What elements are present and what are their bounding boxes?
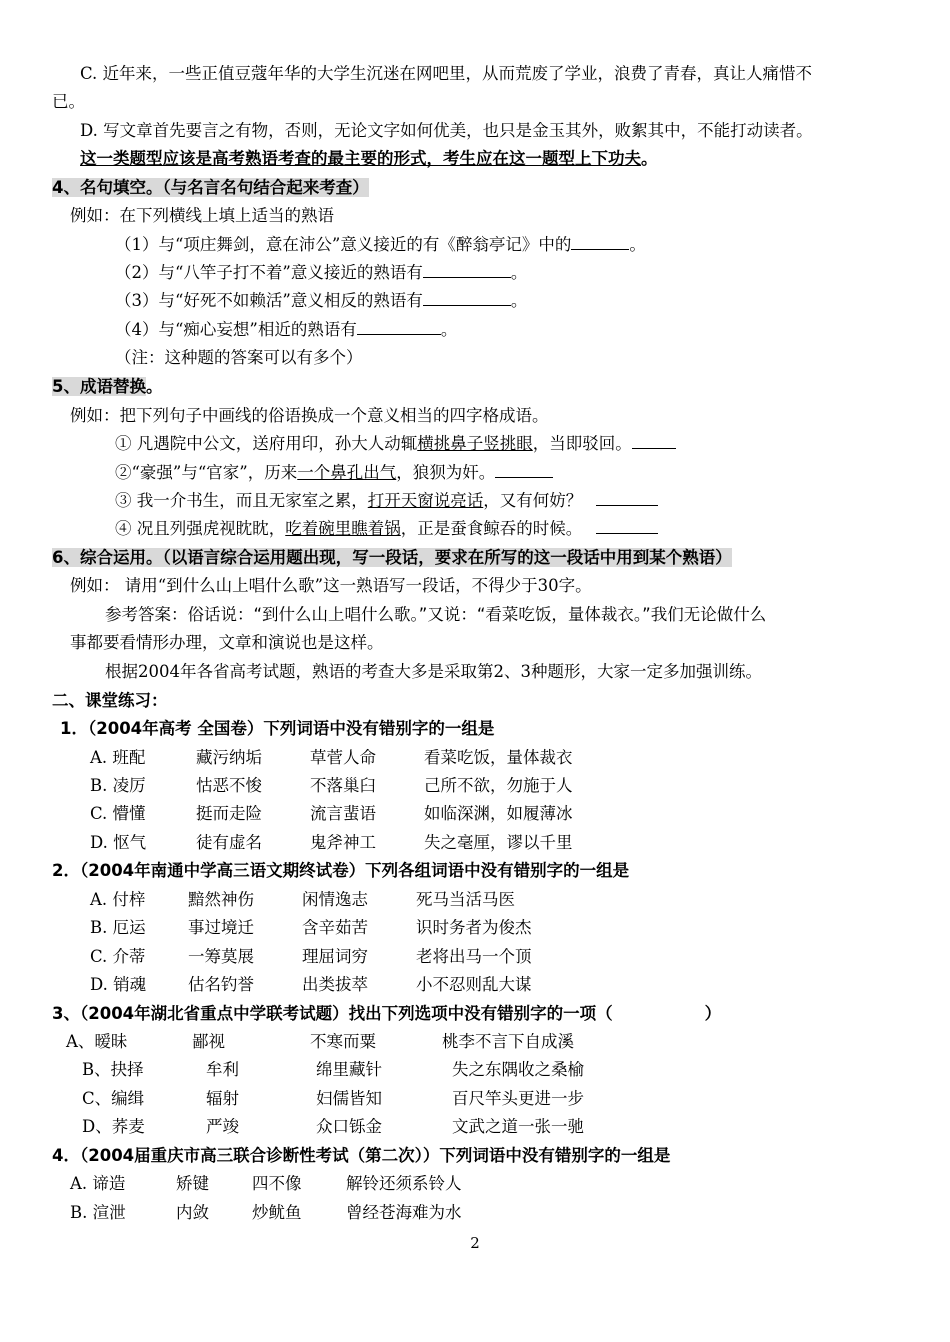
word-3: 鬼斧神工 bbox=[310, 833, 376, 852]
section-4-item-1 bbox=[115, 232, 646, 258]
word-2: 事过境迁 bbox=[188, 918, 254, 937]
word-4: 己所不欲，勿施于人 bbox=[424, 776, 573, 795]
question-2-title: 2．（2004年南通中学高三语文期终试卷）下列各组词语中没有错别字的一组是 bbox=[52, 861, 630, 880]
question-3-option-c bbox=[82, 1086, 584, 1112]
period: 。 bbox=[629, 235, 646, 254]
section-4-item-4 bbox=[115, 317, 457, 343]
part-2-heading: 二、课堂练习： bbox=[52, 691, 168, 710]
option-d: D. 写文章首先要言之有物，否则，无论文字如何优美，也只是金玉其外，败絮其中，不能打动读者。 bbox=[80, 121, 813, 140]
item-pre: ③ 我一介书生，而且无家室之累， bbox=[115, 491, 368, 510]
question-1-option-d bbox=[90, 830, 573, 856]
word-3: 炒鱿鱼 bbox=[252, 1203, 302, 1222]
option-c-line1: C. 近年来，一些正值豆蔻年华的大学生沉迷在网吧里，从而荒废了学业，浪费了青春，真让人痛惜不 bbox=[80, 64, 813, 83]
question-4-option-a bbox=[70, 1171, 462, 1197]
item-pre: ① 凡遇院中公文，送府用印，孙大人动辄 bbox=[115, 434, 418, 453]
section-4-example: 例如：在下列横线上填上适当的熟语 bbox=[70, 206, 334, 225]
word-1: A、暧昧 bbox=[66, 1032, 128, 1051]
item-post: ，正是蚕食鲸吞的时候。 bbox=[400, 519, 583, 538]
word-4: 小不忍则乱大谋 bbox=[416, 975, 532, 994]
word-1: C. 介蒂 bbox=[90, 947, 146, 966]
blank-line bbox=[423, 289, 511, 306]
blank-line bbox=[596, 489, 658, 506]
section-5-item-1 bbox=[115, 431, 676, 457]
word-4: 看菜吃饭，量体裁衣 bbox=[424, 748, 573, 767]
question-4-option-b bbox=[70, 1200, 462, 1226]
word-4: 文武之道一张一驰 bbox=[452, 1117, 584, 1136]
word-3: 众口铄金 bbox=[316, 1117, 382, 1136]
word-4: 死马当活马医 bbox=[416, 890, 515, 909]
word-4: 百尺竿头更进一步 bbox=[452, 1089, 584, 1108]
section-6-answer-line2: 事都要看情形办理，文章和演说也是这样。 bbox=[70, 633, 384, 652]
word-1: D. 怄气 bbox=[90, 833, 147, 852]
underlined-phrase: 吃着碗里瞧着锅 bbox=[285, 519, 401, 538]
section-6-heading bbox=[52, 545, 732, 571]
word-1: B. 渲泄 bbox=[70, 1203, 126, 1222]
word-1: D. 销魂 bbox=[90, 975, 147, 994]
question-1-option-b bbox=[90, 773, 573, 799]
underlined-phrase: 一个鼻孔出气 bbox=[297, 463, 397, 482]
blank-line bbox=[423, 261, 511, 278]
question-1-option-a bbox=[90, 745, 573, 771]
word-3: 不落巢臼 bbox=[310, 776, 376, 795]
section-5-item-2 bbox=[115, 460, 553, 486]
question-3-close: ） bbox=[704, 1004, 722, 1023]
section-6-heading-text: 6、综合运用。（以语言综合运用题出现，写一段话，要求在所写的这一段话中用到某个熟语） bbox=[52, 548, 732, 567]
word-4: 失之毫厘，谬以千里 bbox=[424, 833, 573, 852]
blank-line bbox=[357, 318, 441, 335]
section-6-summary: 根据2004年各省高考试题，熟语的考查大多是采取第2、3种题形，大家一定多加强训练。 bbox=[105, 662, 762, 681]
question-2-option-a bbox=[90, 887, 515, 913]
word-2: 怙恶不悛 bbox=[196, 776, 262, 795]
word-2: 矫键 bbox=[176, 1174, 209, 1193]
section-4-item-2 bbox=[115, 260, 527, 286]
word-2: 严竣 bbox=[206, 1117, 239, 1136]
word-4: 老将出马一个顶 bbox=[416, 947, 532, 966]
word-1: B. 凌厉 bbox=[90, 776, 146, 795]
word-2: 辐射 bbox=[206, 1089, 239, 1108]
period: 。 bbox=[510, 291, 528, 310]
word-2: 鄙视 bbox=[192, 1032, 225, 1051]
word-3: 不寒而粟 bbox=[310, 1032, 376, 1051]
blank-line bbox=[596, 517, 658, 534]
period: 。 bbox=[440, 320, 458, 339]
question-3-title-text: 3、（2004年湖北省重点中学联考试题）找出下列选项中没有错别字的一项（ bbox=[52, 1004, 613, 1023]
word-3: 理屈词穷 bbox=[302, 947, 368, 966]
word-3: 绵里藏针 bbox=[316, 1060, 382, 1079]
blank-line bbox=[632, 432, 676, 449]
section-4-item-1-text: （1）与“项庄舞剑，意在沛公”意义接近的有《醉翁亭记》中的 bbox=[115, 235, 572, 254]
word-2: 内敛 bbox=[176, 1203, 209, 1222]
section-4-note: （注：这种题的答案可以有多个） bbox=[115, 348, 363, 367]
word-3: 草菅人命 bbox=[310, 748, 376, 767]
word-4: 失之东隅收之桑榆 bbox=[452, 1060, 584, 1079]
section-6-answer-line1: 参考答案：俗话说：“到什么山上唱什么歌。”又说：“看菜吃饭，量体裁衣。”我们无论做什么 bbox=[105, 605, 767, 624]
key-note bbox=[80, 146, 658, 172]
section-4-item-3-text: （3）与“好死不如赖活”意义相反的熟语有 bbox=[115, 291, 423, 310]
word-4: 桃李不言下自成溪 bbox=[442, 1032, 574, 1051]
word-2: 估名钓誉 bbox=[188, 975, 254, 994]
section-4-item-4-text: （4）与“痴心妄想”相近的熟语有 bbox=[115, 320, 357, 339]
word-2: 一筹莫展 bbox=[188, 947, 254, 966]
item-post: ，又有何妨？ bbox=[483, 491, 583, 510]
section-5-item-3 bbox=[115, 488, 658, 514]
word-3: 四不像 bbox=[252, 1174, 302, 1193]
question-3-title bbox=[52, 1001, 721, 1027]
word-3: 闲情逸志 bbox=[302, 890, 368, 909]
word-3: 流言蜚语 bbox=[310, 804, 376, 823]
underlined-phrase: 打开天窗说亮话 bbox=[367, 491, 484, 510]
word-2: 藏污纳垢 bbox=[196, 748, 262, 767]
section-5-heading bbox=[52, 374, 162, 400]
word-4: 解铃还须系铃人 bbox=[346, 1174, 462, 1193]
word-3: 出类拔萃 bbox=[302, 975, 368, 994]
question-1-title: 1．（2004年高考 全国卷）下列词语中没有错别字的一组是 bbox=[60, 719, 495, 738]
word-3: 含辛茹苦 bbox=[302, 918, 368, 937]
section-4-heading bbox=[52, 175, 369, 201]
question-4-title: 4．（2004届重庆市高三联合诊断性考试（第二次））下列词语中没有错别字的一组是 bbox=[52, 1146, 671, 1165]
question-2-option-c bbox=[90, 944, 532, 970]
item-pre: ②“豪强”与“官家”，历来 bbox=[115, 463, 298, 482]
key-note-end: 。 bbox=[641, 149, 658, 168]
page-number: 2 bbox=[470, 1234, 480, 1252]
item-post: ，狼狈为奸。 bbox=[396, 463, 496, 482]
section-6-example: 例如： 请用“到什么山上唱什么歌”这一熟语写一段话，不得少于30字。 bbox=[70, 576, 592, 595]
word-1: A. 谛造 bbox=[70, 1174, 126, 1193]
word-1: C. 懵懂 bbox=[90, 804, 146, 823]
word-1: A. 付梓 bbox=[90, 890, 146, 909]
word-1: D、荞麦 bbox=[82, 1117, 145, 1136]
blank-line bbox=[571, 233, 629, 250]
word-1: A. 班配 bbox=[90, 748, 146, 767]
word-2: 徒有虚名 bbox=[196, 833, 262, 852]
section-5-item-4 bbox=[115, 516, 658, 542]
question-3-option-a bbox=[66, 1029, 574, 1055]
word-2: 挺而走险 bbox=[196, 804, 262, 823]
word-3: 妇儒皆知 bbox=[316, 1089, 382, 1108]
word-1: B、抉择 bbox=[82, 1060, 144, 1079]
period: 。 bbox=[510, 263, 528, 282]
key-note-text: 这一类题型应该是高考熟语考查的最主要的形式，考生应在这一题型上下功夫 bbox=[80, 149, 641, 168]
word-4: 如临深渊，如履薄冰 bbox=[424, 804, 573, 823]
item-post: ，当即驳回。 bbox=[532, 434, 632, 453]
section-5-heading-text: 5、成语替换 bbox=[52, 377, 146, 396]
word-4: 识时务者为俊杰 bbox=[416, 918, 532, 937]
section-5-example: 例如：把下列句子中画线的俗语换成一个意义相当的四字格成语。 bbox=[70, 406, 549, 425]
option-c-line2: 已。 bbox=[52, 92, 85, 111]
word-1: C、编缉 bbox=[82, 1089, 145, 1108]
question-3-option-d bbox=[82, 1114, 584, 1140]
question-3-option-b bbox=[82, 1057, 584, 1083]
section-4-heading-text: 4、名句填空。（与名言名句结合起来考查） bbox=[52, 178, 369, 197]
section-4-item-2-text: （2）与“八竿子打不着”意义接近的熟语有 bbox=[115, 263, 423, 282]
underlined-phrase: 横挑鼻子竖挑眼 bbox=[417, 434, 533, 453]
question-1-option-c bbox=[90, 801, 573, 827]
word-4: 曾经苍海难为水 bbox=[346, 1203, 462, 1222]
word-2: 牟利 bbox=[206, 1060, 239, 1079]
word-2: 黯然神伤 bbox=[188, 890, 254, 909]
item-pre: ④ 况且列强虎视眈眈， bbox=[115, 519, 286, 538]
section-4-item-3 bbox=[115, 288, 527, 314]
section-5-heading-end: 。 bbox=[145, 377, 163, 396]
word-1: B. 厄运 bbox=[90, 918, 146, 937]
question-2-option-d bbox=[90, 972, 532, 998]
question-2-option-b bbox=[90, 915, 532, 941]
blank-line bbox=[495, 461, 553, 478]
